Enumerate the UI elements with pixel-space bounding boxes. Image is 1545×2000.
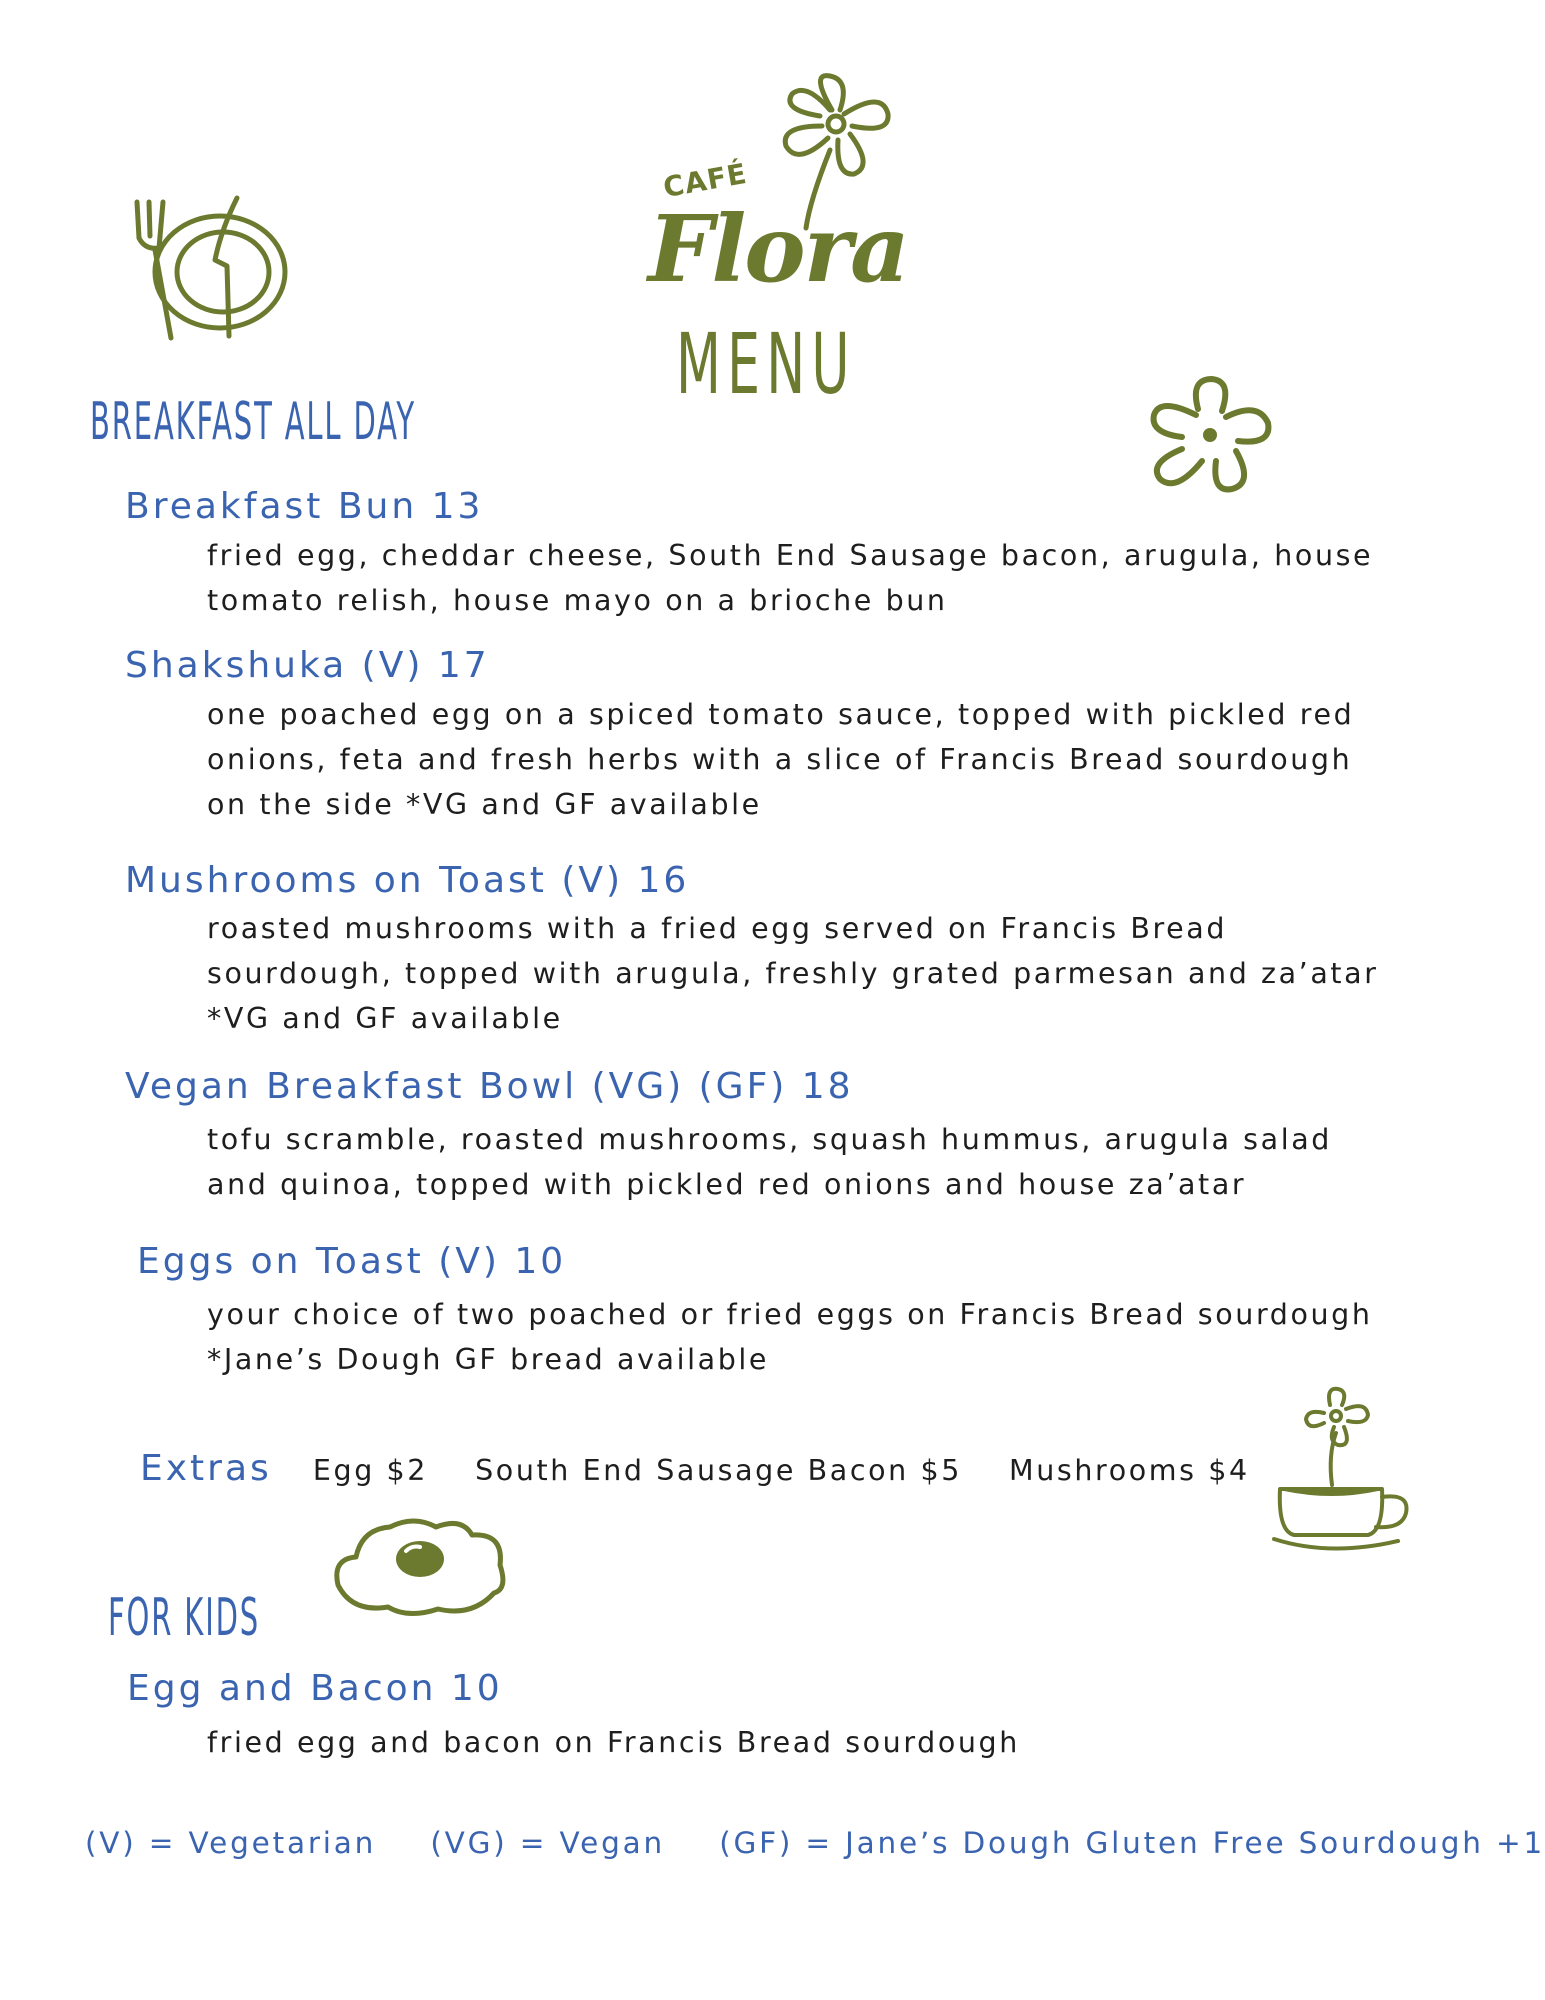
extras-item: South End Sausage Bacon $5 — [475, 1454, 962, 1487]
item-desc-shakshuka — [207, 692, 1407, 827]
desc-line: *VG and GF available — [207, 1002, 563, 1035]
item-desc-vegan-breakfast-bowl — [207, 1117, 1407, 1207]
coffee-cup-flower-icon — [1272, 1385, 1422, 1560]
section-title-kids: FOR KIDS — [108, 1588, 261, 1648]
desc-line: *Jane’s Dough GF bread available — [207, 1343, 770, 1376]
desc-line: one poached egg on a spiced tomato sauce, topped with pickled red — [207, 698, 1355, 731]
extras-label: Extras — [140, 1448, 272, 1489]
section-title-breakfast: BREAKFAST ALL DAY — [90, 392, 416, 452]
desc-line: tomato relish, house mayo on a brioche bun — [207, 584, 948, 617]
extras-row — [140, 1448, 1292, 1489]
desc-line: onions, feta and fresh herbs with a slice of Francis Bread sourdough — [207, 743, 1353, 776]
logo-cafe: CAFÉ — [660, 156, 750, 205]
item-title-egg-and-bacon: Egg and Bacon 10 — [127, 1668, 503, 1709]
desc-line: roasted mushrooms with a fried egg served on Francis Bread — [207, 912, 1228, 945]
item-title-breakfast-bun: Breakfast Bun 13 — [125, 486, 484, 527]
diet-legend — [85, 1826, 1545, 1860]
legend-vegan: (VG) = Vegan — [430, 1826, 665, 1860]
item-desc-eggs-on-toast — [207, 1292, 1407, 1382]
desc-line: sourdough, topped with arugula, freshly grated parmesan and za’atar — [207, 957, 1379, 990]
desc-line: tofu scramble, roasted mushrooms, squash hummus, arugula salad — [207, 1123, 1332, 1156]
item-desc-breakfast-bun — [207, 533, 1407, 623]
logo-menu: MENU — [676, 315, 856, 413]
item-desc-mushrooms-on-toast — [207, 906, 1407, 1041]
extras-item: Mushrooms $4 — [1009, 1454, 1250, 1487]
desc-line: on the side *VG and GF available — [207, 788, 762, 821]
item-title-mushrooms-on-toast: Mushrooms on Toast (V) 16 — [125, 860, 690, 901]
item-desc-egg-and-bacon — [207, 1720, 1407, 1765]
desc-line: and quinoa, topped with pickled red onions and house za’atar — [207, 1168, 1247, 1201]
fried-egg-icon — [332, 1515, 512, 1620]
desc-line: fried egg, cheddar cheese, South End Sausage bacon, arugula, house — [207, 539, 1374, 572]
item-title-eggs-on-toast: Eggs on Toast (V) 10 — [137, 1241, 567, 1282]
flower-icon — [770, 70, 900, 230]
legend-gluten-free: (GF) = Jane’s Dough Gluten Free Sourdough +1 — [719, 1826, 1545, 1860]
extras-item: Egg $2 — [312, 1454, 429, 1487]
flower-icon — [1146, 375, 1276, 500]
desc-line: fried egg and bacon on Francis Bread sourdough — [207, 1726, 1020, 1759]
plate-cutlery-icon — [125, 190, 295, 350]
item-title-vegan-breakfast-bowl: Vegan Breakfast Bowl (VG) (GF) 18 — [125, 1066, 854, 1107]
legend-vegetarian: (V) = Vegetarian — [85, 1826, 377, 1860]
logo-flora: Flora — [648, 195, 908, 303]
item-title-shakshuka: Shakshuka (V) 17 — [125, 645, 490, 686]
desc-line: your choice of two poached or fried eggs on Francis Bread sourdough — [207, 1298, 1373, 1331]
